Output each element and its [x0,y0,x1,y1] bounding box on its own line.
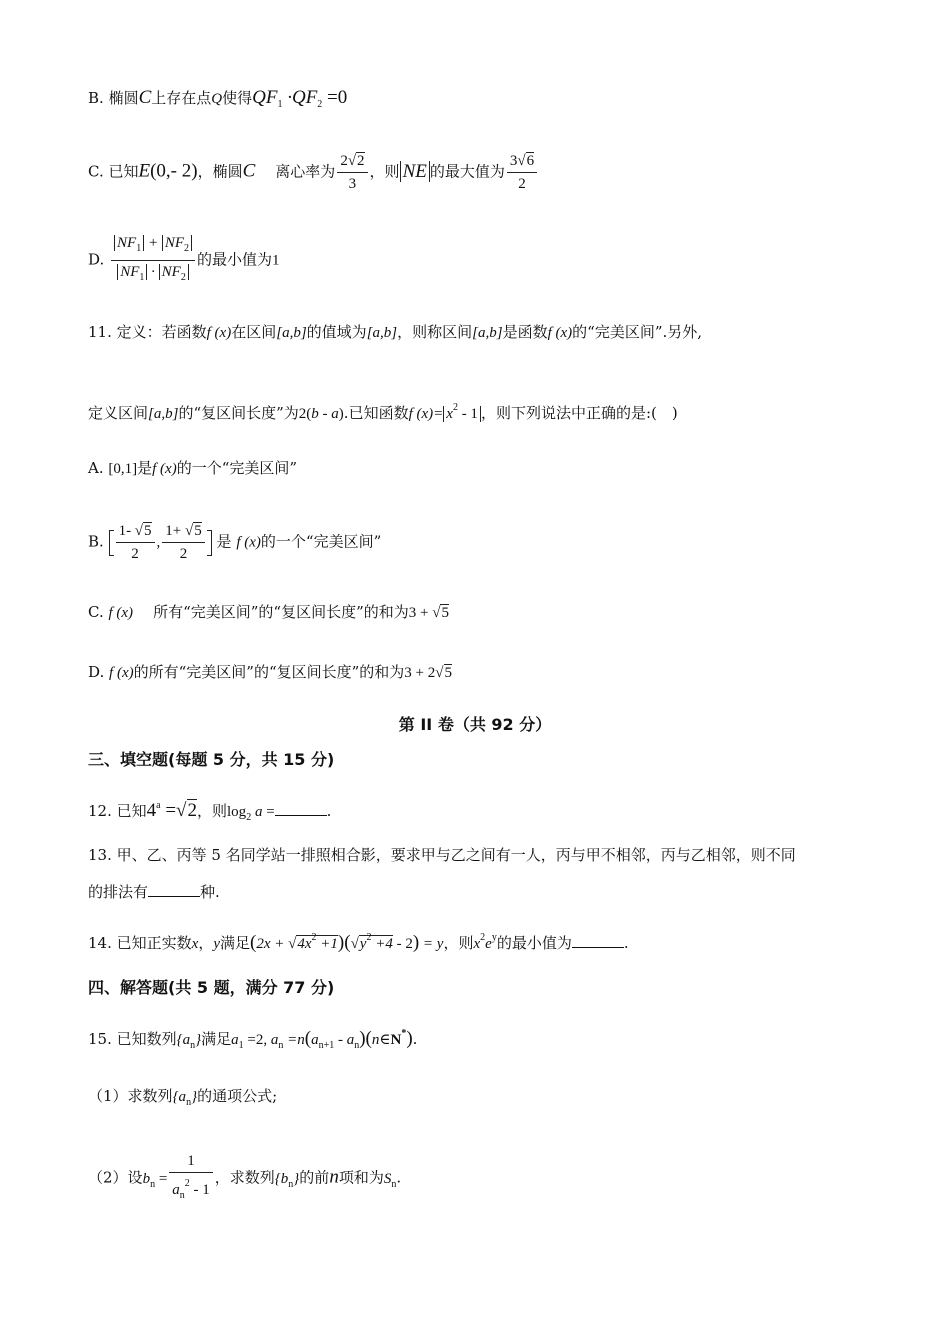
q11-option-d: D. f (x)的所有“完美区间”的“复区间长度”的和为3 + 2√5 [88,663,452,681]
q11-line-2: 定义区间[a,b]的“复区间长度”为2(b - a).已知函数f $(x)= x^2 - 1$ ，则下列说法中正确的是:( ) [88,402,678,422]
q15-part-1: （1）求数列$\{a_n\}$的通项公式; [88,1087,278,1108]
q10-option-b: B. 椭圆C上存在点Q使得$QF_1 \cdot QF_2 =0$ [88,87,348,110]
q13-line-2: 的排法有 种. [88,883,220,901]
section-4-title: 四、解答题(共 5 题，满分 77 分) [88,978,335,997]
q13-line-1: 13. 甲、乙、丙等 5 名同学站一排照相合影，要求甲与乙之间有一人，丙与甲不相邻，丙与乙相邻，则不同 [88,846,796,864]
section-3-title: 三、填空题(每题 5 分，共 15 分) [88,750,335,769]
q11-option-c: C. f (x) 所有“完美区间”的“复区间长度”的和为3 + √5 [88,603,449,621]
q15-part-2: （2）设$b_n$ = $\frac{1}{a_n^2 - 1}$ ，求数列$\{b_n\}$的前n项和为$S_n$. [88,1150,401,1207]
q10-option-c: C. 已知E(0,- 2)，椭圆C 离心率为 $\frac{2√2}{3}$ ，则 NE 的最大值为 $\frac{3√6}{2}$ [88,150,539,195]
q10-option-d: D. $\frac{NF_1 + NF_2}{NF_1 \cdot NF_2}$ 的最小值为1 [88,232,280,289]
q11-option-a: A. [0,1]是f (x)的一个“完美区间” [88,459,298,477]
q11-line-1: 11. 定义：若函数f (x)在区间[a,b]的值域为[a,b]，则称区间[a,b]是函数f (x)的“完美区间”.另外, [88,323,703,341]
q11-option-b: B. $\frac{1- √5}{2}$ , $\frac{1+ √5}{2}$ 是 f (x)的一个“完美区间” [88,520,381,565]
q14: 14. 已知正实数x，y满足$(2x + √4x^2 +1)(√y^2 +4 - 2) = y$，则$x^2e^y$的最小值为 . [88,932,629,953]
q15: 15. 已知数列$\{a_n\}$满足$a_1 =2$, $a_n =n(a_{n+1}$ - $a_n)(n\in N^*)$. [88,1028,418,1051]
part-2-title: 第 II 卷（共 92 分） [398,715,552,734]
q12: 12. 已知$4^a =√2$，则$\log_2 a$ = . [88,800,332,823]
